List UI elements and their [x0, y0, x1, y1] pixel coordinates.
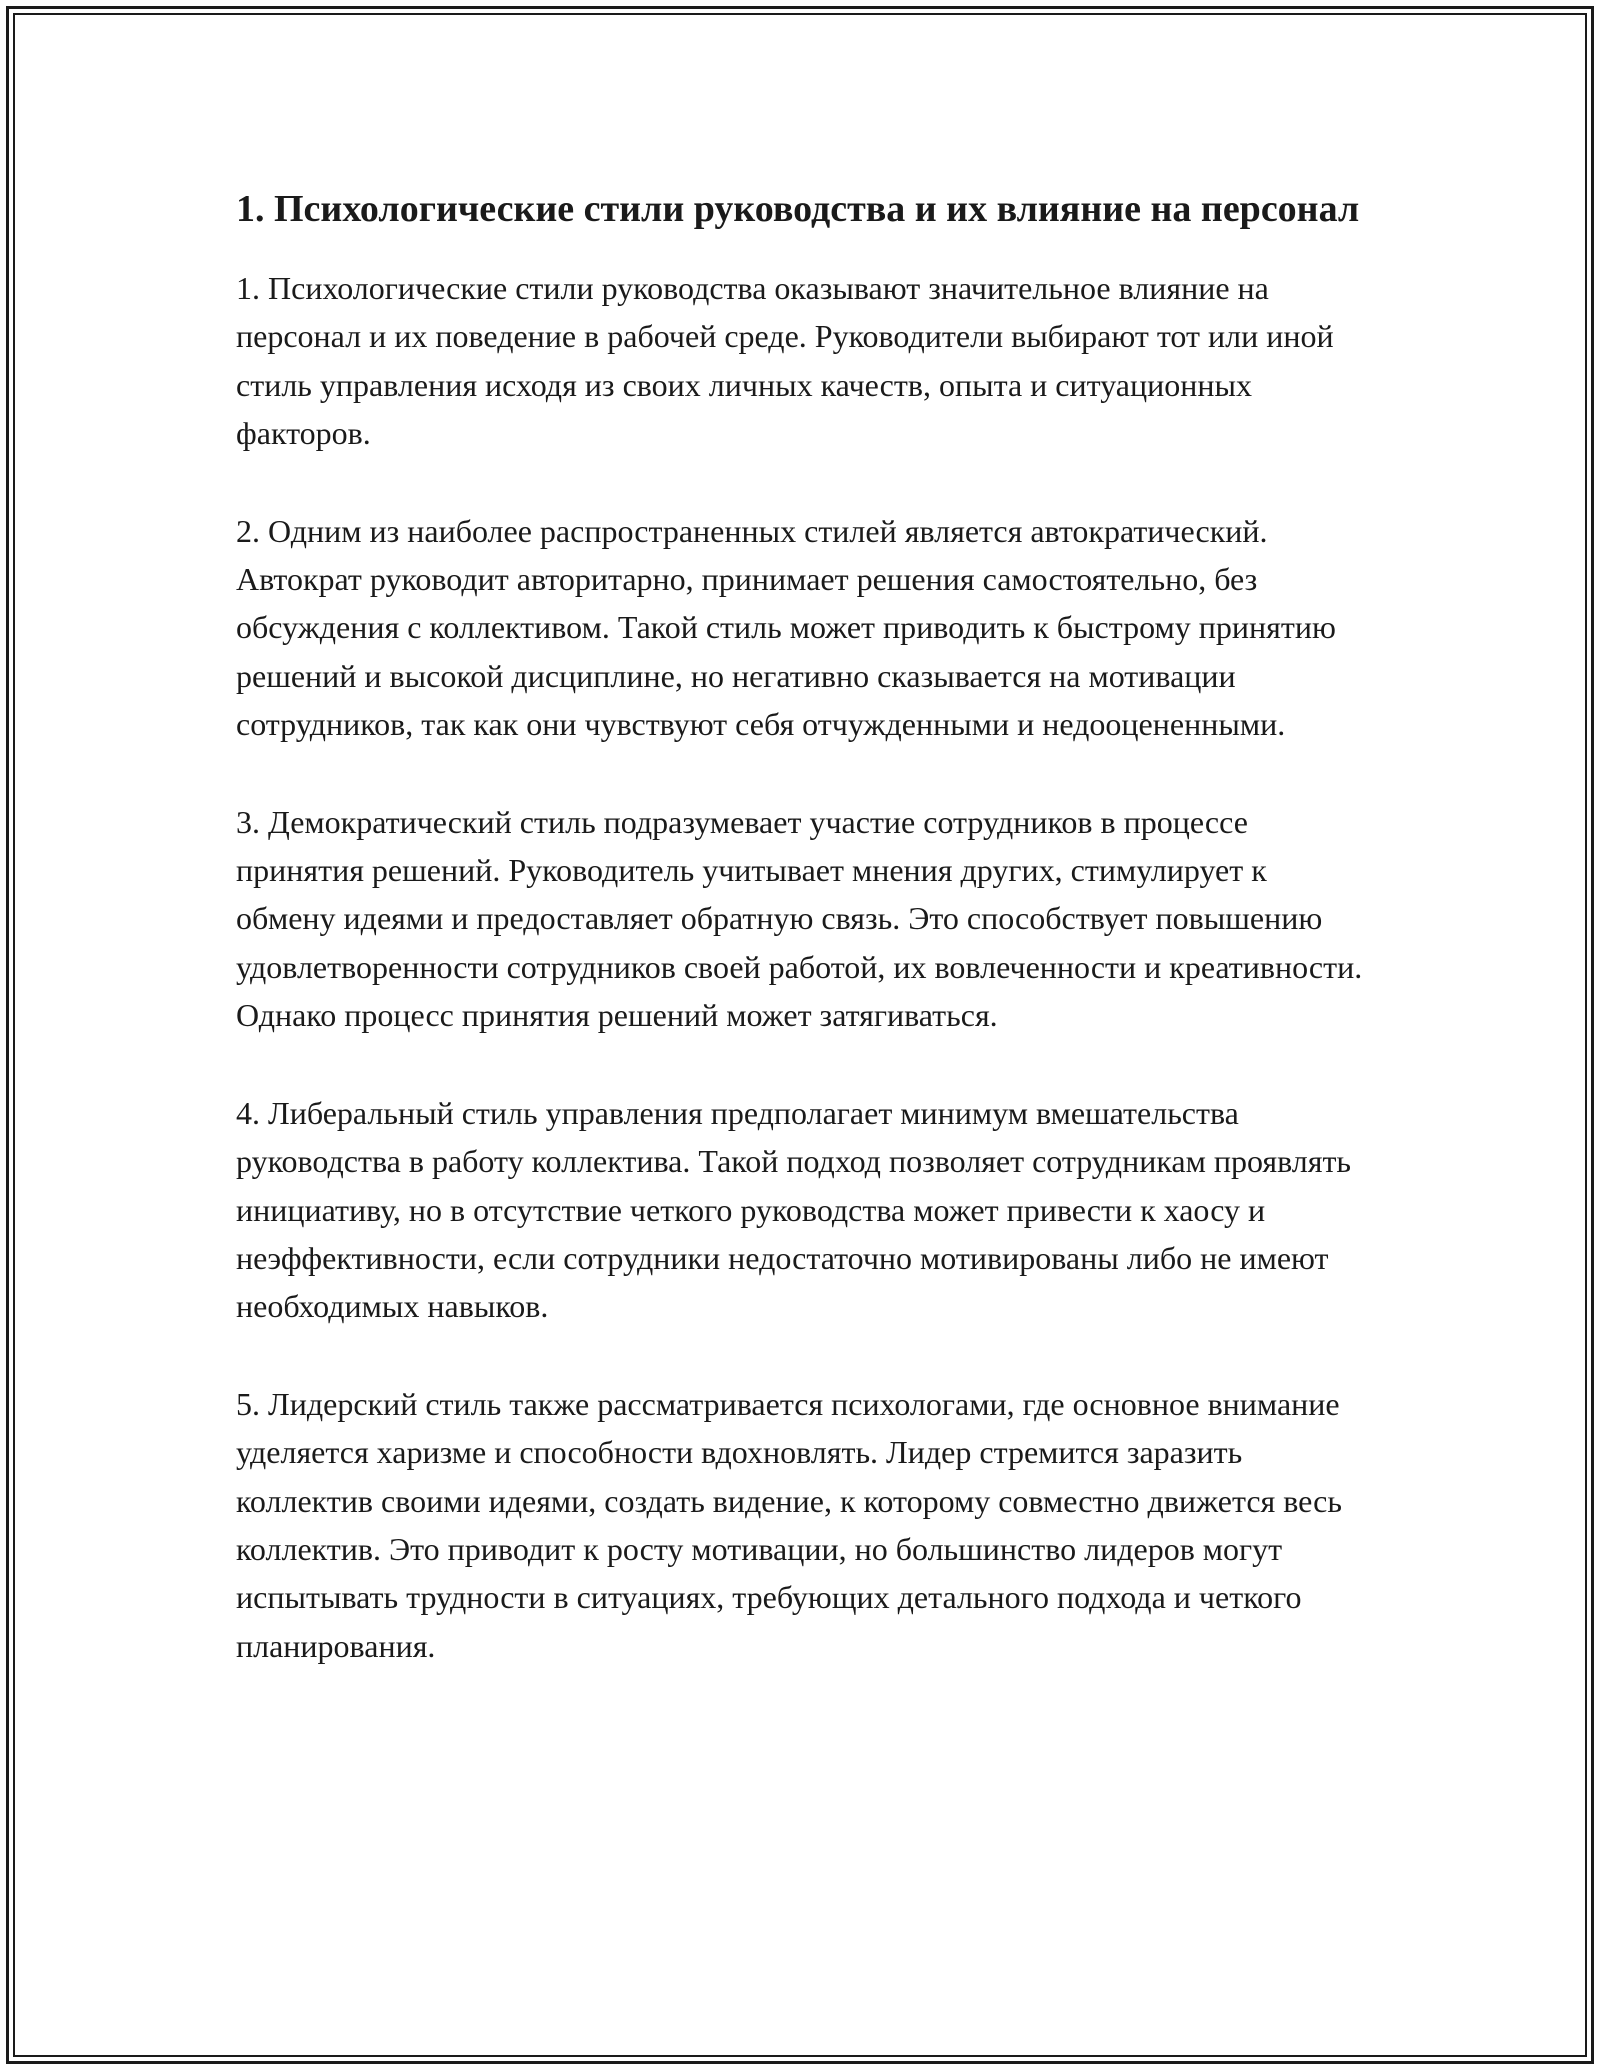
paragraph-3: 3. Демократический стиль подразумевает участие сотрудников в процессе принятия решений. Руководитель учитывает мнения других, стимулирует к обмену идеями и предоставляет обратную связь. Это способствует повышению удовлетворенности сотрудников своей работой, их вовлеченности и креативности. Однако процесс принятия решений может затягиваться. — [236, 803, 1363, 1034]
paragraph-2: 2. Одним из наиболее распространенных стилей является автократический. Автократ руководит авторитарно, принимает решения самостоятельно, без обсуждения с коллективом. Такой стиль может приводить к быстрому принятию решений и высокой дисциплине, но негативно сказывается на мотивации сотрудников, так как они чувствуют себя отчужденными и недооцененными. — [236, 512, 1336, 743]
paragraph-5: 5. Лидерский стиль также рассматривается психологами, где основное внимание уделяется харизме и способности вдохновлять. Лидер стремится заразить коллектив своими идеями, создать видение, к которому совместно движется весь коллектив. Это приводит к росту мотивации, но большинство лидеров могут испытывать трудности в ситуациях, требующих детального подхода и четкого планирования. — [236, 1385, 1342, 1664]
document-title: 1. Психологические стили руководства и их влияние на персонал — [236, 188, 1360, 230]
paragraph-1: 1. Психологические стили руководства оказывают значительное влияние на персонал и их поведение в рабочей среде. Руководители выбирают тот или иной стиль управления исходя из своих личных качеств, опыта и ситуационных факторов. — [236, 270, 1334, 452]
document-body — [236, 182, 1366, 1719]
paragraph-4: 4. Либеральный стиль управления предполагает минимум вмешательства руководства в работу коллектива. Такой подход позволяет сотрудникам проявлять инициативу, но в отсутствие четкого руководства может привести к хаосу и неэффективности, если сотрудники недостаточно мотивированы либо не имеют необходимых навыков. — [236, 1094, 1352, 1325]
